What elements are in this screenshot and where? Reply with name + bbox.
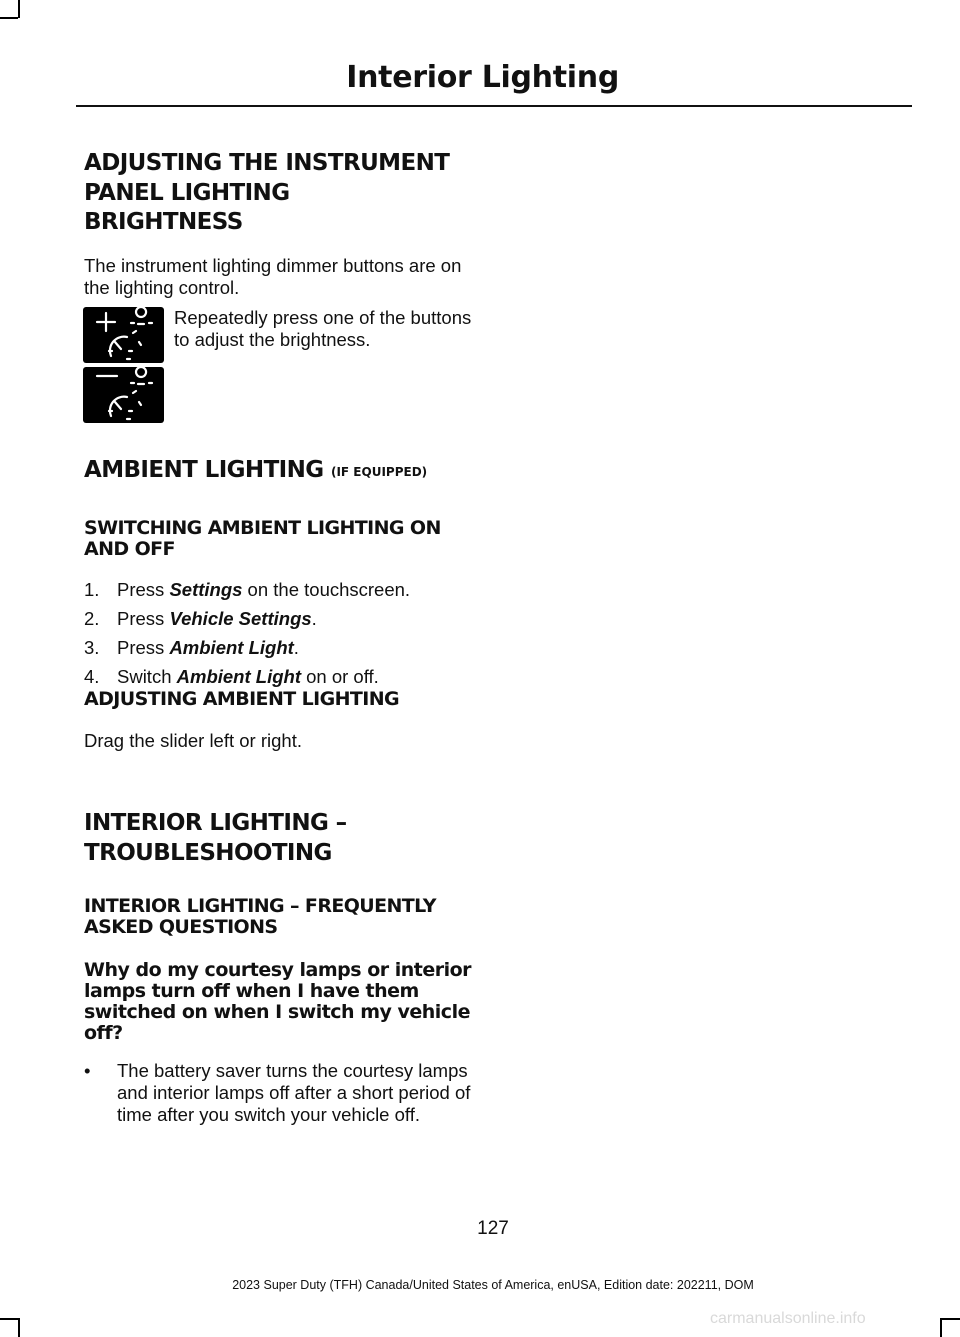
step-bold-term: Settings (169, 579, 243, 600)
ambient-step (84, 608, 476, 630)
step-number: 2. (84, 608, 100, 629)
instrument-intro-text: The instrument lighting dimmer buttons are on the lighting control. (84, 255, 462, 298)
step-post-text: on or off. (300, 666, 379, 687)
step-post-text: . (293, 637, 299, 658)
if-equipped-qualifier: (IF EQUIPPED) (330, 465, 428, 479)
brightness-increase-icon (83, 307, 164, 363)
heading-ambient-lighting-text: AMBIENT LIGHTING (84, 457, 324, 483)
header-rule (76, 105, 912, 107)
heading-faq: INTERIOR LIGHTING – FREQUENTLY ASKED QUESTIONS (84, 895, 436, 938)
brightness-decrease-icon (83, 367, 164, 423)
heading-ambient-lighting (84, 455, 484, 487)
ambient-step (84, 637, 476, 659)
watermark-text: carmanualsonline.info (710, 1310, 866, 1327)
heading-instrument-line2: PANEL LIGHTING (84, 180, 290, 206)
page-header-title: Interior Lighting (346, 60, 619, 95)
heading-switching-ambient: SWITCHING AMBIENT LIGHTING ON AND OFF (84, 517, 441, 560)
crop-mark (0, 17, 18, 19)
step-pre-text: Press (117, 608, 170, 629)
step-number: 3. (84, 637, 100, 658)
watermark (710, 1310, 960, 1337)
step-bold-term: Ambient Light (176, 666, 301, 687)
ambient-step (84, 666, 476, 688)
page-footer: 2023 Super Duty (TFH) Canada/United States of America, enUSA, Edition date: 202211, DOM (232, 1278, 754, 1292)
step-number: 4. (84, 666, 100, 687)
crop-mark (18, 0, 20, 18)
step-pre-text: Switch (117, 666, 177, 687)
faq-answer-item (84, 1060, 476, 1126)
step-bold-term: Vehicle Settings (169, 608, 312, 629)
ambient-steps-list (84, 579, 476, 695)
adjust-ambient-text: Drag the slider left or right. (84, 730, 302, 751)
heading-troubleshooting-line2: TROUBLESHOOTING (84, 840, 332, 866)
crop-mark (18, 1318, 20, 1337)
page-number: 127 (477, 1218, 509, 1239)
step-number: 1. (84, 579, 100, 600)
heading-adjusting-ambient: ADJUSTING AMBIENT LIGHTING (84, 688, 400, 710)
ambient-step (84, 579, 476, 601)
step-bold-term: Ambient Light (169, 637, 294, 658)
crop-mark (0, 1318, 18, 1320)
faq-answer-text: The battery saver turns the courtesy lamps and interior lamps off after a short period of time after you switch your vehicle off. (117, 1060, 471, 1125)
heading-instrument-line3: BRIGHTNESS (84, 209, 243, 235)
step-pre-text: Press (117, 579, 170, 600)
heading-instrument-line1: ADJUSTING THE INSTRUMENT (84, 150, 450, 176)
step-pre-text: Press (117, 637, 170, 658)
bullet-marker: • (84, 1060, 91, 1081)
heading-troubleshooting-line1: INTERIOR LIGHTING – (84, 810, 347, 836)
faq-question: Why do my courtesy lamps or interior lamps turn off when I have them switched on when I switch my vehicle off? (84, 959, 472, 1044)
step-post-text: . (311, 608, 317, 629)
step-post-text: on the touchscreen. (242, 579, 411, 600)
instrument-instruction-text: Repeatedly press one of the buttons to adjust the brightness. (174, 307, 472, 350)
